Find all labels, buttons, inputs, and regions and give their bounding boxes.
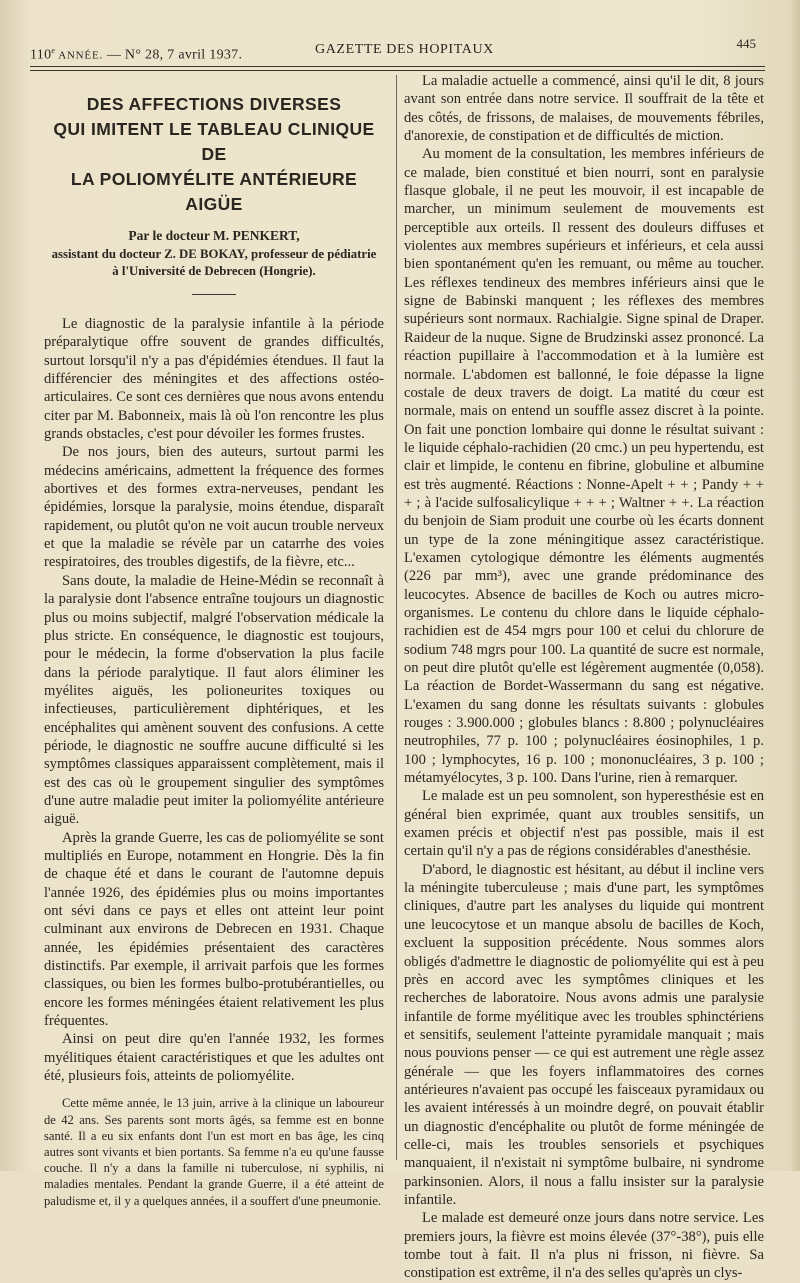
issue-info	[30, 46, 242, 64]
paragraph: D'abord, le diagnostic est hésitant, au début il incline vers la méningite tuberculeuse ; mais d'une part, les symptômes cliniques, d'autre part les analyses du liquide qui montrent une leucocytose et un manque absolu de bacilles de Koch, excluent la supposition précédente. Nous sommes alors obligés d'admettre le diagnostic de poliomyélite qui est à peu près en accord avec les symptômes cliniques et les recherches de laboratoire. Nous avons admis une paralysie infantile de forme myélitique avec les troubles sphinctériens et sensitifs, seulement l'atteinte pyramidale manquait ; mais nous pouvions penser — ce qui est autrement une règle assez générale — que les foyers inflammatoires des cornes antérieures n'avaient pas occupé les faisceaux pyramidaux ou les avaient intéressés à un moindre degré, on pouvait établir un diagnostic d'encéphalite ou plutôt de forme méningée de celle-ci, mais les troubles sensoriels et psychiques manquaient, il n'existait ni symptôme bulbaire, ni syndrome parkinsonien. Alors, il nous a fallu insister sur la paralysie infantile.	[404, 861, 764, 1208]
title-line: DES AFFECTIONS DIVERSES	[86, 94, 342, 114]
header-rule-bottom	[30, 70, 765, 71]
paragraph: Le diagnostic de la paralysie infantile à la période préparalytique offre souvent de grandes difficultés, surtout lorsqu'il n'y a pas d'épidémies étendues. Il faut la différencier des méningites et des affections ostéo-articulaires. Ce sont ces dernières que nous avons entendu citer par M. Babonneix, mais là où l'on rencontre les plus grands obstacles, c'est pour dévoiler les formes frustes.	[44, 316, 384, 443]
paragraph: La maladie actuelle a commencé, ainsi qu'il le dit, 8 jours avant son entrée dans notre service. Il souffrait de la tête et des côtés, de frissons, de malaises, de mouvements fébriles, d'anorexie, de constipation et de difficultés de miction.	[404, 73, 764, 145]
article-title	[44, 92, 384, 217]
case-paragraph: Cette même année, le 13 juin, arrive à la clinique un laboureur de 42 ans. Ses parents sont morts âgés, sa femme est en bonne santé. Il a eu six enfants dont l'un est mort en bas âge, les cinq autres sont vivants et bien portants. Sa femme n'a eu qu'une fausse couche. Il n'y a dans la famille ni tuberculose, ni syphilis, ni maladies mentales. Pendant la grande Guerre, il a été atteint de paludisme et, il y a quelques années, il a souffert d'une pneumonie.	[44, 1096, 384, 1208]
left-column	[44, 88, 384, 1209]
title-line: LA POLIOMYÉLITE ANTÉRIEURE AIGÜE	[70, 169, 358, 214]
paragraph: Le malade est un peu somnolent, son hyperesthésie est en général bien exprimée, quant aux troubles sensitifs, un examen précis et objectif n'est pas possible, mais il est certain qu'il n'y a pas de régions considérables d'anesthésie.	[404, 788, 764, 860]
title-separator	[192, 294, 236, 295]
author-byline: Par le docteur M. PENKERT,	[128, 228, 300, 243]
paragraph: Sans doute, la maladie de Heine-Médin se reconnaît à la paralysie dont l'absence entraîne toujours un diagnostic plus ou moins subjectif, malgré l'observation médicale la plus stricte. En conséquence, le diagnostic est toujours, pour le médecin, la forme d'observation la plus facile dans la période paralytique. Il faut alors éliminer les myélites aiguës, les polioneurites toxiques ou infectieuses, particulièrement diphtériques, et les encéphalites qui amènent souvent des confusions. A cette période, le diagnostic ne souffre aucune difficulté si les symptômes classiques apparaissent complètement, mais il est des cas où le groupement singulier des symptômes d'une autre maladie peut imiter la poliomyélite antérieure aiguë.	[44, 572, 384, 828]
author-affiliation-2: à l'Université de Debrecen (Hongrie).	[112, 264, 316, 278]
journal-name: GAZETTE DES HOPITAUX	[315, 42, 494, 57]
paragraph: Le malade est demeuré onze jours dans notre service. Les premiers jours, la fièvre est moins élevée (37°-38°), puis elle tombe tout à fait. Il n'a plus ni frisson, ni fièvre. Sa constipation est extrême, il n'a des selles qu'après un clys-	[404, 1210, 764, 1282]
case-report	[44, 1095, 384, 1208]
issue-date: — N° 28, 7 avril 1937.	[103, 47, 243, 63]
right-column	[404, 72, 764, 1283]
paragraph: Ainsi on peut dire qu'en l'année 1932, les formes myélitiques étaient caractéristiques et que les adultes ont été, plusieurs fois, atteints de poliomyélite.	[44, 1031, 384, 1085]
paragraph: De nos jours, bien des auteurs, surtout parmi les médecins américains, admettent la fréquence des formes abortives et des formes extra-nerveuses, pendant les épidémies, lorsque la paralysie, moins étendue, disparaît rapidement, ou plutôt qu'on ne voit aucun trouble nerveux et que la maladie se révèle par un catarrhe des voies respiratoires, des troubles digestifs, de la fièvre, etc...	[44, 444, 384, 571]
title-line: QUI IMITENT LE TABLEAU CLINIQUE DE	[53, 119, 375, 164]
issue-word: ANNÉE.	[55, 49, 104, 62]
page-number: 445	[736, 36, 756, 51]
issue-sup: e	[51, 46, 56, 55]
header-rule-top	[30, 66, 765, 67]
page-header	[30, 36, 760, 63]
paragraph: Après la grande Guerre, les cas de poliomyélite se sont multipliés en Europe, notamment en Hongrie. Dès la fin de chaque été et dans le courant de l'automne depuis l'année 1926, des épidémies plus ou moins importantes ont sévi dans ce pays et elles ont atteint leur point culminant aux environs de Debrecen en 1931. Chaque année, les épidémies présentaient des caractères distinctifs. Par exemple, il arrivait parfois que les formes classiques, ou bien les formes bulbo-protubérantielles, ou encore les formes méningées étaient relativement les plus fréquentes.	[44, 829, 384, 1030]
author-affiliation: assistant du docteur Z. DE BOKAY, professeur de pédiatrie	[51, 247, 377, 261]
paragraph: Au moment de la consultation, les membres inférieurs de ce malade, bien constitué et bien nourri, sont en paralysie flasque globale, il ne peut les mouvoir, il est incapable de marcher, un minimum seulement de mouvements est perceptible aux orteils. Il ressent des douleurs diffuses et violentes aux membres supérieurs et inférieurs, et cela aussi bien spontanément qu'en les remuant, ou même au toucher. Les réflexes tendineux des membres inférieurs ainsi que le signe de Babinski manquent ; les réflexes des membres supérieurs sont normaux. Rachialgie. Signe spinal de Draper. Raideur de la nuque. Signe de Brudzinski assez prononcé. La réaction pupillaire à l'accommodation et à la lumière est normale. L'abdomen est ballonné, le foie dépasse la ligne costale de deux travers de doigt. La matité du cœur est normale, mais on entend un souffle assez discret à la pointe. On fait une ponction lombaire qui donne le résultat suivant : le liquide céphalo-rachidien (20 cmc.) un peu hypertendu, est clair et limpide, le contenu en fibrine, globuline et albumine est très augmenté. Réactions : Nonne-Apelt + + ; Pandy + + + ; à l'acide sulfosalicylique + + + ; Waltner + +. La réaction du benjoin de Siam produit une courbe où les écarts donnent un type de la zone méningitique assez caractéristique. L'examen cytologique démontre les éléments augmentés (226 par mm³), avec une grande prédominance des leucocytes. Absence de bacilles de Koch ou autres micro-organismes. Le contenu du chlore dans le liquide céphalo-rachidien est de 454 mgrs pour 100 et celui du chlorure de sodium 748 mgrs pour 100. La quantité de sucre est normale, on peut dire plutôt qu'elle est légèrement augmentée (0,058). La réaction de Bordet-Wassermann du sang est négative. L'examen du sang donne les résultats suivants : globules rouges : 3.900.000 ; globules blancs : 8.800 ; polynucléaires neutrophiles, 77 p. 100 ; polynucléaires éosinophiles, 1 p. 100 ; lymphocytes, 16 p. 100 ; mononucléaires, 3 p. 100 ; métamyélocytes, 3 p. 100. Dans l'urine, rien à remarquer.	[404, 146, 764, 787]
issue-number: 110	[30, 47, 52, 63]
column-divider	[396, 75, 397, 1160]
